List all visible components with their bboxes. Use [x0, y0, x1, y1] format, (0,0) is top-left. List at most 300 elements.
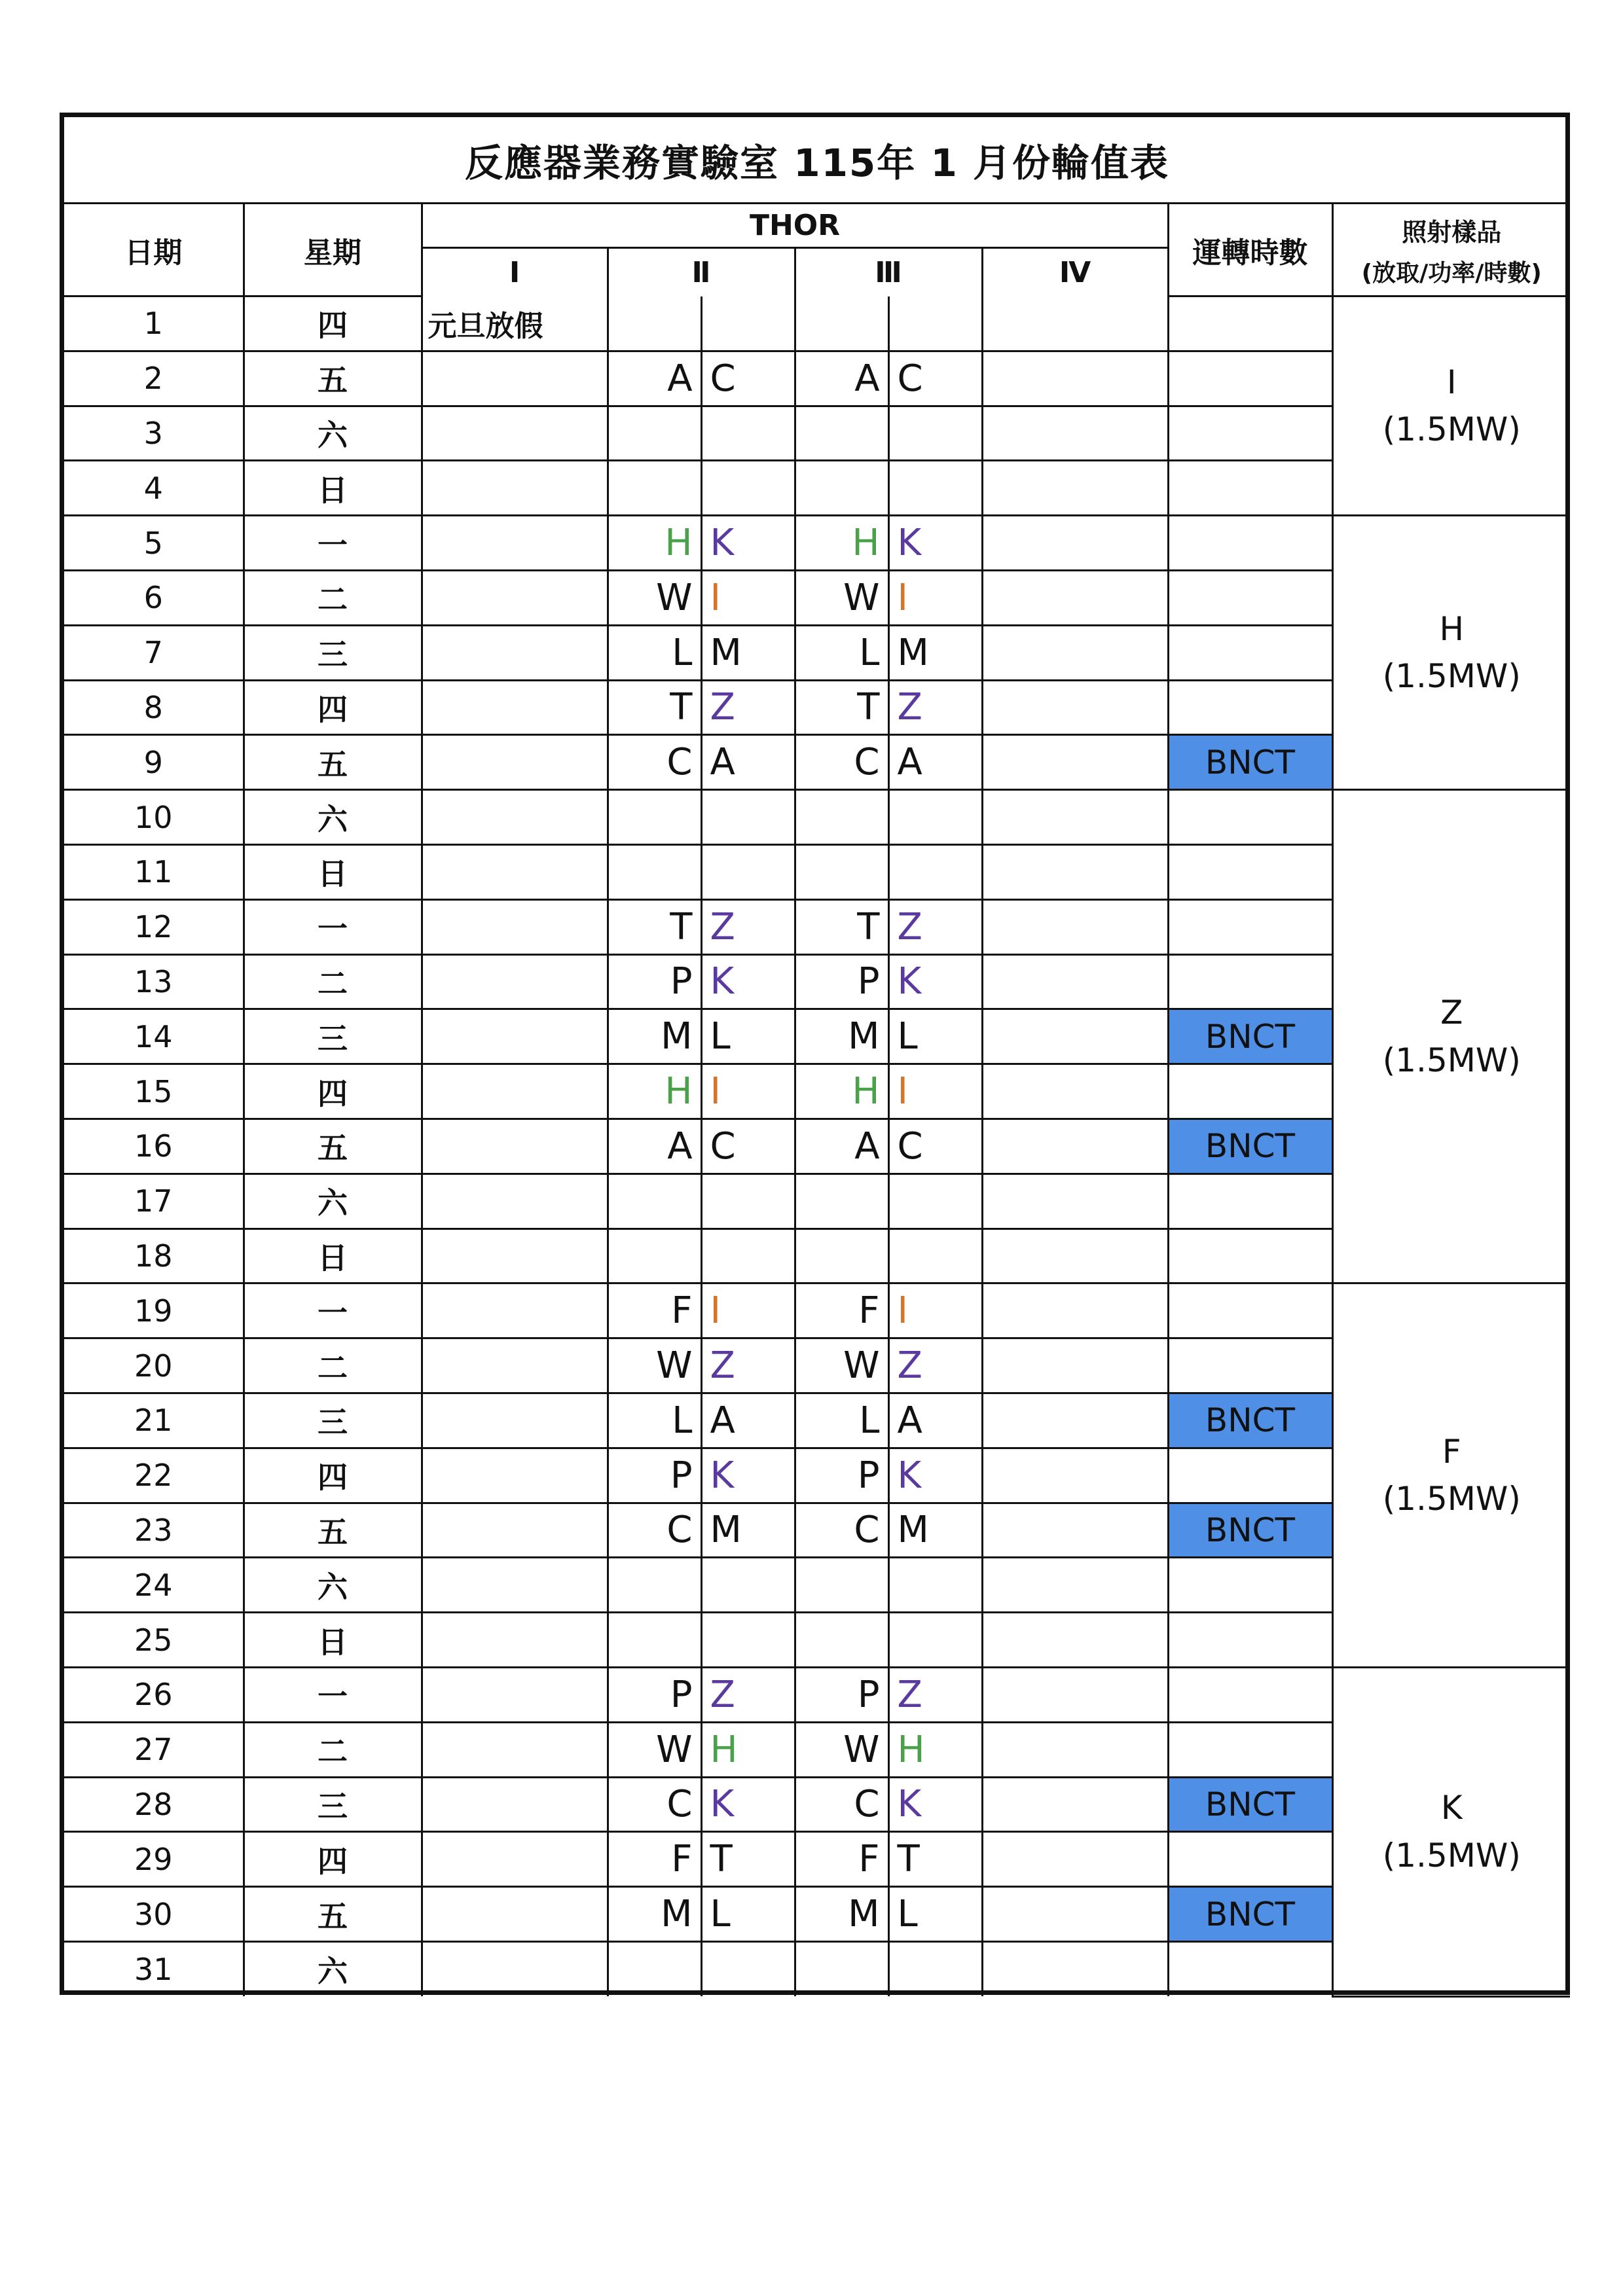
run-hours-cell: [1168, 516, 1332, 571]
port-2-slot-1: A: [608, 1119, 701, 1174]
weekday: 二: [244, 954, 422, 1009]
port-3-slot-1: L: [795, 1393, 888, 1448]
port-1-note: [422, 735, 608, 790]
day-number: 2: [64, 351, 244, 406]
run-hours-cell: [1168, 790, 1332, 845]
sample-label: H: [1439, 609, 1465, 648]
bnct-badge: BNCT: [1168, 1887, 1332, 1942]
port-2-slot-1: [608, 461, 701, 516]
port-1-note: [422, 1229, 608, 1283]
day-number: 16: [64, 1119, 244, 1174]
table-row: [64, 1667, 1570, 1722]
port-1-note: 元旦放假: [422, 296, 608, 351]
weekday: 一: [244, 899, 422, 954]
port-1-note: [422, 1009, 608, 1064]
port-2-slot-1: [608, 1613, 701, 1668]
port-3-slot-2: K: [888, 1777, 982, 1832]
run-hours-cell: [1168, 1941, 1332, 1996]
day-number: 21: [64, 1393, 244, 1448]
port-1-note: [422, 1503, 608, 1558]
port-1-note: [422, 406, 608, 461]
port-3-slot-1: [795, 1558, 888, 1613]
weekday: 五: [244, 351, 422, 406]
port-3-slot-2: I: [888, 570, 982, 625]
port-4-cell: [982, 954, 1168, 1009]
day-number: 11: [64, 844, 244, 899]
port-1-note: [422, 1283, 608, 1338]
port-1-note: [422, 1722, 608, 1777]
port-3-slot-2: M: [888, 625, 982, 680]
bnct-badge: BNCT: [1168, 1777, 1332, 1832]
port-3-slot-1: [795, 844, 888, 899]
port-1-note: [422, 625, 608, 680]
port-2-slot-1: [608, 790, 701, 845]
port-4-cell: [982, 1338, 1168, 1393]
port-3-slot-1: W: [795, 1722, 888, 1777]
bnct-badge: BNCT: [1168, 1503, 1332, 1558]
port-3-slot-1: W: [795, 1338, 888, 1393]
header-sample-title: 照射樣品: [1402, 217, 1502, 247]
port-4-cell: [982, 1832, 1168, 1887]
port-2-slot-1: [608, 406, 701, 461]
header-port-3: Ⅲ: [795, 248, 982, 296]
port-3-slot-1: [795, 790, 888, 845]
run-hours-cell: [1168, 1667, 1332, 1722]
table-row: [64, 790, 1570, 845]
run-hours-cell: [1168, 844, 1332, 899]
weekday: 日: [244, 461, 422, 516]
port-4-cell: [982, 1448, 1168, 1503]
run-hours-cell: [1168, 899, 1332, 954]
port-2-slot-1: T: [608, 680, 701, 735]
port-2-slot-2: T: [701, 1832, 795, 1887]
port-4-cell: [982, 1174, 1168, 1229]
port-1-note: [422, 680, 608, 735]
run-hours-cell: [1168, 625, 1332, 680]
port-3-slot-1: M: [795, 1009, 888, 1064]
port-2-slot-1: C: [608, 735, 701, 790]
port-2-slot-1: L: [608, 625, 701, 680]
port-2-slot-1: H: [608, 516, 701, 571]
day-number: 10: [64, 790, 244, 845]
port-1-note: [422, 1174, 608, 1229]
sample-label: I: [1446, 363, 1457, 401]
weekday: 一: [244, 1667, 422, 1722]
port-3-slot-1: C: [795, 1777, 888, 1832]
port-4-cell: [982, 351, 1168, 406]
weekday: 三: [244, 1393, 422, 1448]
weekday: 四: [244, 680, 422, 735]
port-4-cell: [982, 790, 1168, 845]
port-1-note: [422, 954, 608, 1009]
port-2-slot-2: [701, 406, 795, 461]
port-3-slot-2: C: [888, 1119, 982, 1174]
port-3-slot-2: M: [888, 1503, 982, 1558]
port-2-slot-1: W: [608, 1722, 701, 1777]
port-1-note: [422, 1613, 608, 1668]
weekday: 二: [244, 1338, 422, 1393]
run-hours-cell: [1168, 954, 1332, 1009]
port-1-note: [422, 570, 608, 625]
port-3-slot-1: L: [795, 625, 888, 680]
sample-power: (1.5MW): [1382, 657, 1521, 696]
run-hours-cell: [1168, 1722, 1332, 1777]
day-number: 19: [64, 1283, 244, 1338]
port-3-slot-2: [888, 790, 982, 845]
port-3-slot-2: [888, 1613, 982, 1668]
day-number: 29: [64, 1832, 244, 1887]
run-hours-cell: [1168, 1229, 1332, 1283]
day-number: 1: [64, 296, 244, 351]
port-4-cell: [982, 1503, 1168, 1558]
port-4-cell: [982, 1887, 1168, 1942]
day-number: 15: [64, 1064, 244, 1119]
port-3-slot-1: F: [795, 1832, 888, 1887]
port-2-slot-2: I: [701, 1064, 795, 1119]
port-4-cell: [982, 1119, 1168, 1174]
weekday: 五: [244, 1119, 422, 1174]
port-2-slot-1: M: [608, 1887, 701, 1942]
port-4-cell: [982, 1941, 1168, 1996]
port-3-slot-1: P: [795, 1448, 888, 1503]
port-2-slot-1: [608, 296, 701, 351]
port-3-slot-1: [795, 1229, 888, 1283]
port-3-slot-1: T: [795, 899, 888, 954]
port-4-cell: [982, 1009, 1168, 1064]
port-3-slot-1: [795, 296, 888, 351]
port-3-slot-2: K: [888, 516, 982, 571]
port-2-slot-2: Z: [701, 1667, 795, 1722]
port-3-slot-1: [795, 1941, 888, 1996]
weekday: 六: [244, 790, 422, 845]
port-4-cell: [982, 1613, 1168, 1668]
weekday: 六: [244, 1558, 422, 1613]
sample-power: (1.5MW): [1382, 1480, 1521, 1518]
port-4-cell: [982, 1777, 1168, 1832]
port-2-slot-2: [701, 1174, 795, 1229]
day-number: 3: [64, 406, 244, 461]
port-4-cell: [982, 461, 1168, 516]
sample-power: (1.5MW): [1382, 410, 1521, 449]
port-1-note: [422, 899, 608, 954]
port-2-slot-2: I: [701, 570, 795, 625]
port-3-slot-1: M: [795, 1887, 888, 1942]
header-sample-note: (放取/功率/時數): [1361, 259, 1542, 287]
day-number: 8: [64, 680, 244, 735]
port-2-slot-1: C: [608, 1503, 701, 1558]
day-number: 13: [64, 954, 244, 1009]
port-2-slot-1: M: [608, 1009, 701, 1064]
weekday: 日: [244, 844, 422, 899]
sample-group: [1332, 1667, 1570, 1996]
day-number: 27: [64, 1722, 244, 1777]
port-4-cell: [982, 1064, 1168, 1119]
port-4-cell: [982, 296, 1168, 351]
header-port-1: Ⅰ: [422, 248, 608, 296]
port-3-slot-1: A: [795, 1119, 888, 1174]
port-4-cell: [982, 1393, 1168, 1448]
weekday: 五: [244, 1887, 422, 1942]
run-hours-cell: [1168, 461, 1332, 516]
port-4-cell: [982, 570, 1168, 625]
weekday: 四: [244, 296, 422, 351]
sample-power: (1.5MW): [1382, 1041, 1521, 1079]
duty-roster-table: [60, 113, 1570, 1995]
port-3-slot-2: I: [888, 1064, 982, 1119]
header-sample: [1332, 204, 1570, 296]
port-3-slot-2: Z: [888, 899, 982, 954]
day-number: 22: [64, 1448, 244, 1503]
header-port-4: Ⅳ: [982, 248, 1168, 296]
port-4-cell: [982, 1283, 1168, 1338]
weekday: 五: [244, 1503, 422, 1558]
port-1-note: [422, 516, 608, 571]
port-3-slot-2: I: [888, 1283, 982, 1338]
port-1-note: [422, 1448, 608, 1503]
port-3-slot-2: C: [888, 351, 982, 406]
port-4-cell: [982, 1229, 1168, 1283]
day-number: 7: [64, 625, 244, 680]
port-3-slot-2: [888, 1558, 982, 1613]
port-1-note: [422, 1777, 608, 1832]
port-1-note: [422, 1558, 608, 1613]
port-1-note: [422, 1941, 608, 1996]
port-2-slot-1: [608, 1229, 701, 1283]
port-2-slot-2: M: [701, 625, 795, 680]
port-2-slot-1: T: [608, 899, 701, 954]
port-3-slot-2: Z: [888, 1338, 982, 1393]
port-3-slot-2: Z: [888, 1667, 982, 1722]
port-4-cell: [982, 899, 1168, 954]
port-2-slot-2: K: [701, 1777, 795, 1832]
port-3-slot-2: [888, 461, 982, 516]
sample-label: F: [1442, 1432, 1461, 1471]
table-row: [64, 296, 1570, 351]
port-2-slot-2: L: [701, 1009, 795, 1064]
port-2-slot-1: W: [608, 1338, 701, 1393]
port-3-slot-2: A: [888, 1393, 982, 1448]
run-hours-cell: [1168, 1613, 1332, 1668]
port-1-note: [422, 1119, 608, 1174]
port-3-slot-2: Z: [888, 680, 982, 735]
weekday: 六: [244, 1941, 422, 1996]
port-3-slot-2: K: [888, 954, 982, 1009]
sample-power: (1.5MW): [1382, 1836, 1521, 1874]
port-3-slot-2: L: [888, 1009, 982, 1064]
port-2-slot-2: M: [701, 1503, 795, 1558]
port-3-slot-1: W: [795, 570, 888, 625]
port-2-slot-2: [701, 844, 795, 899]
port-3-slot-2: [888, 406, 982, 461]
port-3-slot-1: P: [795, 1667, 888, 1722]
day-number: 18: [64, 1229, 244, 1283]
port-2-slot-2: H: [701, 1722, 795, 1777]
run-hours-cell: [1168, 406, 1332, 461]
weekday: 四: [244, 1832, 422, 1887]
port-2-slot-2: [701, 1229, 795, 1283]
port-1-note: [422, 1887, 608, 1942]
port-2-slot-2: Z: [701, 1338, 795, 1393]
sample-label: K: [1440, 1789, 1463, 1827]
port-4-cell: [982, 1722, 1168, 1777]
port-3-slot-1: [795, 461, 888, 516]
port-2-slot-1: C: [608, 1777, 701, 1832]
day-number: 23: [64, 1503, 244, 1558]
port-3-slot-2: T: [888, 1832, 982, 1887]
port-4-cell: [982, 735, 1168, 790]
run-hours-cell: [1168, 1064, 1332, 1119]
port-2-slot-1: [608, 844, 701, 899]
port-3-slot-2: [888, 1174, 982, 1229]
port-4-cell: [982, 516, 1168, 571]
port-3-slot-2: [888, 1941, 982, 1996]
port-1-note: [422, 1667, 608, 1722]
port-2-slot-2: Z: [701, 899, 795, 954]
bnct-badge: BNCT: [1168, 1119, 1332, 1174]
port-2-slot-2: L: [701, 1887, 795, 1942]
port-3-slot-1: F: [795, 1283, 888, 1338]
day-number: 6: [64, 570, 244, 625]
port-2-slot-2: C: [701, 1119, 795, 1174]
run-hours-cell: [1168, 1832, 1332, 1887]
port-3-slot-1: P: [795, 954, 888, 1009]
port-2-slot-1: P: [608, 1667, 701, 1722]
port-1-note: [422, 790, 608, 845]
port-2-slot-2: K: [701, 1448, 795, 1503]
weekday: 二: [244, 1722, 422, 1777]
port-2-slot-1: [608, 1941, 701, 1996]
day-number: 28: [64, 1777, 244, 1832]
port-3-slot-1: T: [795, 680, 888, 735]
port-3-slot-1: C: [795, 735, 888, 790]
port-3-slot-1: [795, 1613, 888, 1668]
header-port-2: Ⅱ: [608, 248, 795, 296]
header-date: 日期: [64, 204, 244, 296]
header-reactor: THOR: [422, 204, 1168, 248]
port-2-slot-1: [608, 1174, 701, 1229]
port-1-note: [422, 1832, 608, 1887]
port-4-cell: [982, 844, 1168, 899]
run-hours-cell: [1168, 296, 1332, 351]
run-hours-cell: [1168, 1174, 1332, 1229]
port-3-slot-2: H: [888, 1722, 982, 1777]
run-hours-cell: [1168, 1283, 1332, 1338]
port-1-note: [422, 1393, 608, 1448]
header-run-hours: 運轉時數: [1168, 204, 1332, 296]
weekday: 一: [244, 1283, 422, 1338]
port-2-slot-2: C: [701, 351, 795, 406]
run-hours-cell: [1168, 570, 1332, 625]
day-number: 5: [64, 516, 244, 571]
port-3-slot-1: H: [795, 1064, 888, 1119]
day-number: 20: [64, 1338, 244, 1393]
weekday: 四: [244, 1448, 422, 1503]
day-number: 31: [64, 1941, 244, 1996]
port-1-note: [422, 844, 608, 899]
port-1-note: [422, 351, 608, 406]
weekday: 三: [244, 625, 422, 680]
table-row: [64, 516, 1570, 571]
port-2-slot-1: H: [608, 1064, 701, 1119]
port-2-slot-1: F: [608, 1832, 701, 1887]
weekday: 三: [244, 1009, 422, 1064]
port-3-slot-2: [888, 844, 982, 899]
port-3-slot-1: [795, 1174, 888, 1229]
port-2-slot-1: W: [608, 570, 701, 625]
table-row: [64, 1283, 1570, 1338]
weekday: 二: [244, 570, 422, 625]
weekday: 五: [244, 735, 422, 790]
port-3-slot-1: A: [795, 351, 888, 406]
bnct-badge: BNCT: [1168, 735, 1332, 790]
port-4-cell: [982, 1667, 1168, 1722]
port-3-slot-2: A: [888, 735, 982, 790]
weekday: 四: [244, 1064, 422, 1119]
sample-group: [1332, 790, 1570, 1283]
port-4-cell: [982, 625, 1168, 680]
port-2-slot-1: [608, 1558, 701, 1613]
bnct-badge: BNCT: [1168, 1393, 1332, 1448]
port-2-slot-1: L: [608, 1393, 701, 1448]
day-number: 12: [64, 899, 244, 954]
port-1-note: [422, 1064, 608, 1119]
port-3-slot-1: H: [795, 516, 888, 571]
run-hours-cell: [1168, 680, 1332, 735]
day-number: 24: [64, 1558, 244, 1613]
day-number: 4: [64, 461, 244, 516]
port-2-slot-2: [701, 790, 795, 845]
day-number: 9: [64, 735, 244, 790]
run-hours-cell: [1168, 351, 1332, 406]
sample-group: [1332, 1283, 1570, 1668]
run-hours-cell: [1168, 1338, 1332, 1393]
run-hours-cell: [1168, 1558, 1332, 1613]
weekday: 六: [244, 406, 422, 461]
port-2-slot-2: [701, 296, 795, 351]
port-4-cell: [982, 406, 1168, 461]
port-2-slot-1: F: [608, 1283, 701, 1338]
day-number: 17: [64, 1174, 244, 1229]
port-2-slot-2: K: [701, 516, 795, 571]
weekday: 三: [244, 1777, 422, 1832]
day-rows: [64, 296, 1570, 1997]
port-2-slot-1: P: [608, 954, 701, 1009]
day-number: 26: [64, 1667, 244, 1722]
port-3-slot-2: [888, 1229, 982, 1283]
port-2-slot-2: [701, 461, 795, 516]
port-2-slot-1: P: [608, 1448, 701, 1503]
sample-group: [1332, 516, 1570, 790]
port-2-slot-2: Z: [701, 680, 795, 735]
weekday: 六: [244, 1174, 422, 1229]
page-title: 反應器業務實驗室 115年 1 月份輪值表: [64, 117, 1570, 204]
day-number: 14: [64, 1009, 244, 1064]
port-2-slot-2: [701, 1613, 795, 1668]
port-4-cell: [982, 1558, 1168, 1613]
port-3-slot-1: C: [795, 1503, 888, 1558]
port-2-slot-1: A: [608, 351, 701, 406]
port-2-slot-2: A: [701, 1393, 795, 1448]
weekday: 一: [244, 516, 422, 571]
sample-group: [1332, 296, 1570, 516]
weekday: 日: [244, 1229, 422, 1283]
day-number: 25: [64, 1613, 244, 1668]
port-2-slot-2: [701, 1558, 795, 1613]
header-weekday: 星期: [244, 204, 422, 296]
port-3-slot-2: K: [888, 1448, 982, 1503]
bnct-badge: BNCT: [1168, 1009, 1332, 1064]
port-4-cell: [982, 680, 1168, 735]
